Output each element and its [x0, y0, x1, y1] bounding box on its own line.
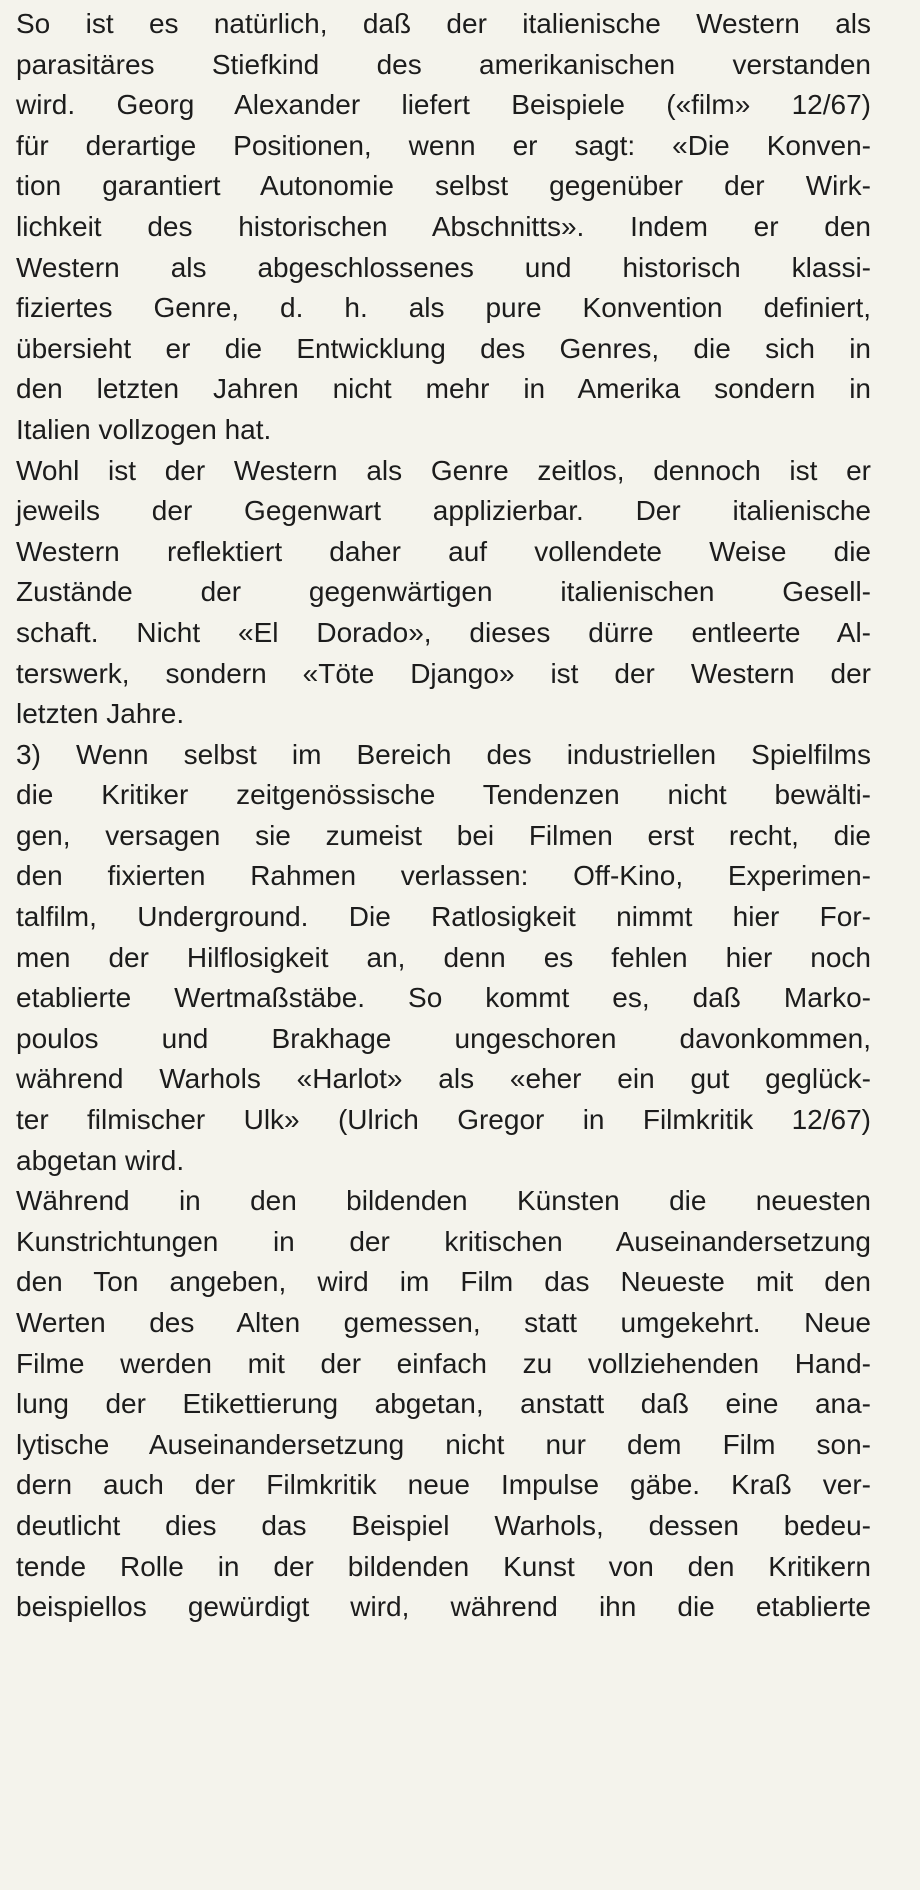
text-line: Zustände der gegenwärtigen italienischen Gesell-	[16, 576, 871, 608]
text-line: während Warhols «Harlot» als «eher ein gut geglück-	[16, 1063, 871, 1095]
text-line: Italien vollzogen hat.	[16, 413, 272, 445]
text-line: Western als abgeschlossenes und historisch klassi-	[16, 251, 871, 283]
paragraph-4	[16, 1181, 871, 1628]
text-line: parasitäres Stiefkind des amerikanischen verstanden	[16, 48, 871, 80]
text-line: übersieht er die Entwicklung des Genres, die sich in	[16, 332, 871, 364]
text-line: Western reflektiert daher auf vollendete Weise die	[16, 535, 871, 567]
text-line: den fixierten Rahmen verlassen: Off-Kino, Experimen-	[16, 860, 871, 892]
text-line: jeweils der Gegenwart applizierbar. Der italienische	[16, 495, 871, 527]
text-line: ter filmischer Ulk» (Ulrich Gregor in Filmkritik 12/67)	[16, 1104, 871, 1136]
text-line: Werten des Alten gemessen, statt umgekehrt. Neue	[16, 1307, 871, 1338]
paragraph-2	[16, 451, 871, 735]
text-line: talfilm, Underground. Die Ratlosigkeit nimmt hier For-	[16, 901, 871, 933]
text-line: tion garantiert Autonomie selbst gegenüber der Wirk-	[16, 170, 871, 202]
text-line: lytische Auseinandersetzung nicht nur dem Film son-	[16, 1428, 871, 1460]
text-line: poulos und Brakhage ungeschoren davonkommen,	[16, 1022, 871, 1054]
paragraph-1	[16, 4, 871, 451]
text-line: lung der Etikettierung abgetan, anstatt daß eine ana-	[16, 1388, 871, 1420]
text-line: tende Rolle in der bildenden Kunst von den Kritikern	[16, 1550, 871, 1582]
text-line: men der Hilflosigkeit an, denn es fehlen hier noch	[16, 941, 871, 973]
document-page	[16, 4, 871, 1628]
text-line: Kunstrichtungen in der kritischen Auseinandersetzung	[16, 1225, 871, 1257]
text-line: schaft. Nicht «El Dorado», dieses dürre entleerte Al-	[16, 616, 871, 648]
text-line: wird. Georg Alexander liefert Beispiele («film» 12/67)	[16, 89, 871, 121]
text-line: lichkeit des historischen Abschnitts». Indem er den	[16, 210, 871, 242]
text-line: etablierte Wertmaßstäbe. So kommt es, daß Marko-	[16, 982, 871, 1014]
text-line: den Ton angeben, wird im Film das Neueste mit den	[16, 1266, 871, 1298]
text-line: beispiellos gewürdigt wird, während ihn die etablierte	[16, 1591, 871, 1623]
text-line: gen, versagen sie zumeist bei Filmen erst recht, die	[16, 819, 871, 851]
paragraph-3	[16, 735, 871, 1182]
text-line: So ist es natürlich, daß der italienische Western als	[16, 8, 871, 39]
text-line: 3) Wenn selbst im Bereich des industriellen Spielfilms	[16, 738, 871, 770]
text-line: dern auch der Filmkritik neue Impulse gäbe. Kraß ver-	[16, 1469, 871, 1501]
text-line: den letzten Jahren nicht mehr in Amerika sondern in	[16, 373, 871, 405]
text-line: Wohl ist der Western als Genre zeitlos, dennoch ist er	[16, 454, 871, 486]
text-line: Filme werden mit der einfach zu vollziehenden Hand-	[16, 1347, 871, 1379]
text-line: die Kritiker zeitgenössische Tendenzen nicht bewälti-	[16, 779, 871, 811]
text-line: deutlicht dies das Beispiel Warhols, dessen bedeu-	[16, 1509, 871, 1541]
text-line: Während in den bildenden Künsten die neuesten	[16, 1185, 871, 1217]
text-line: letzten Jahre.	[16, 698, 185, 730]
text-line: für derartige Positionen, wenn er sagt: «Die Konven-	[16, 129, 871, 161]
text-line: abgetan wird.	[16, 1144, 185, 1176]
text-line: terswerk, sondern «Töte Django» ist der Western der	[16, 657, 871, 689]
text-line: fiziertes Genre, d. h. als pure Konvention definiert,	[16, 292, 871, 324]
